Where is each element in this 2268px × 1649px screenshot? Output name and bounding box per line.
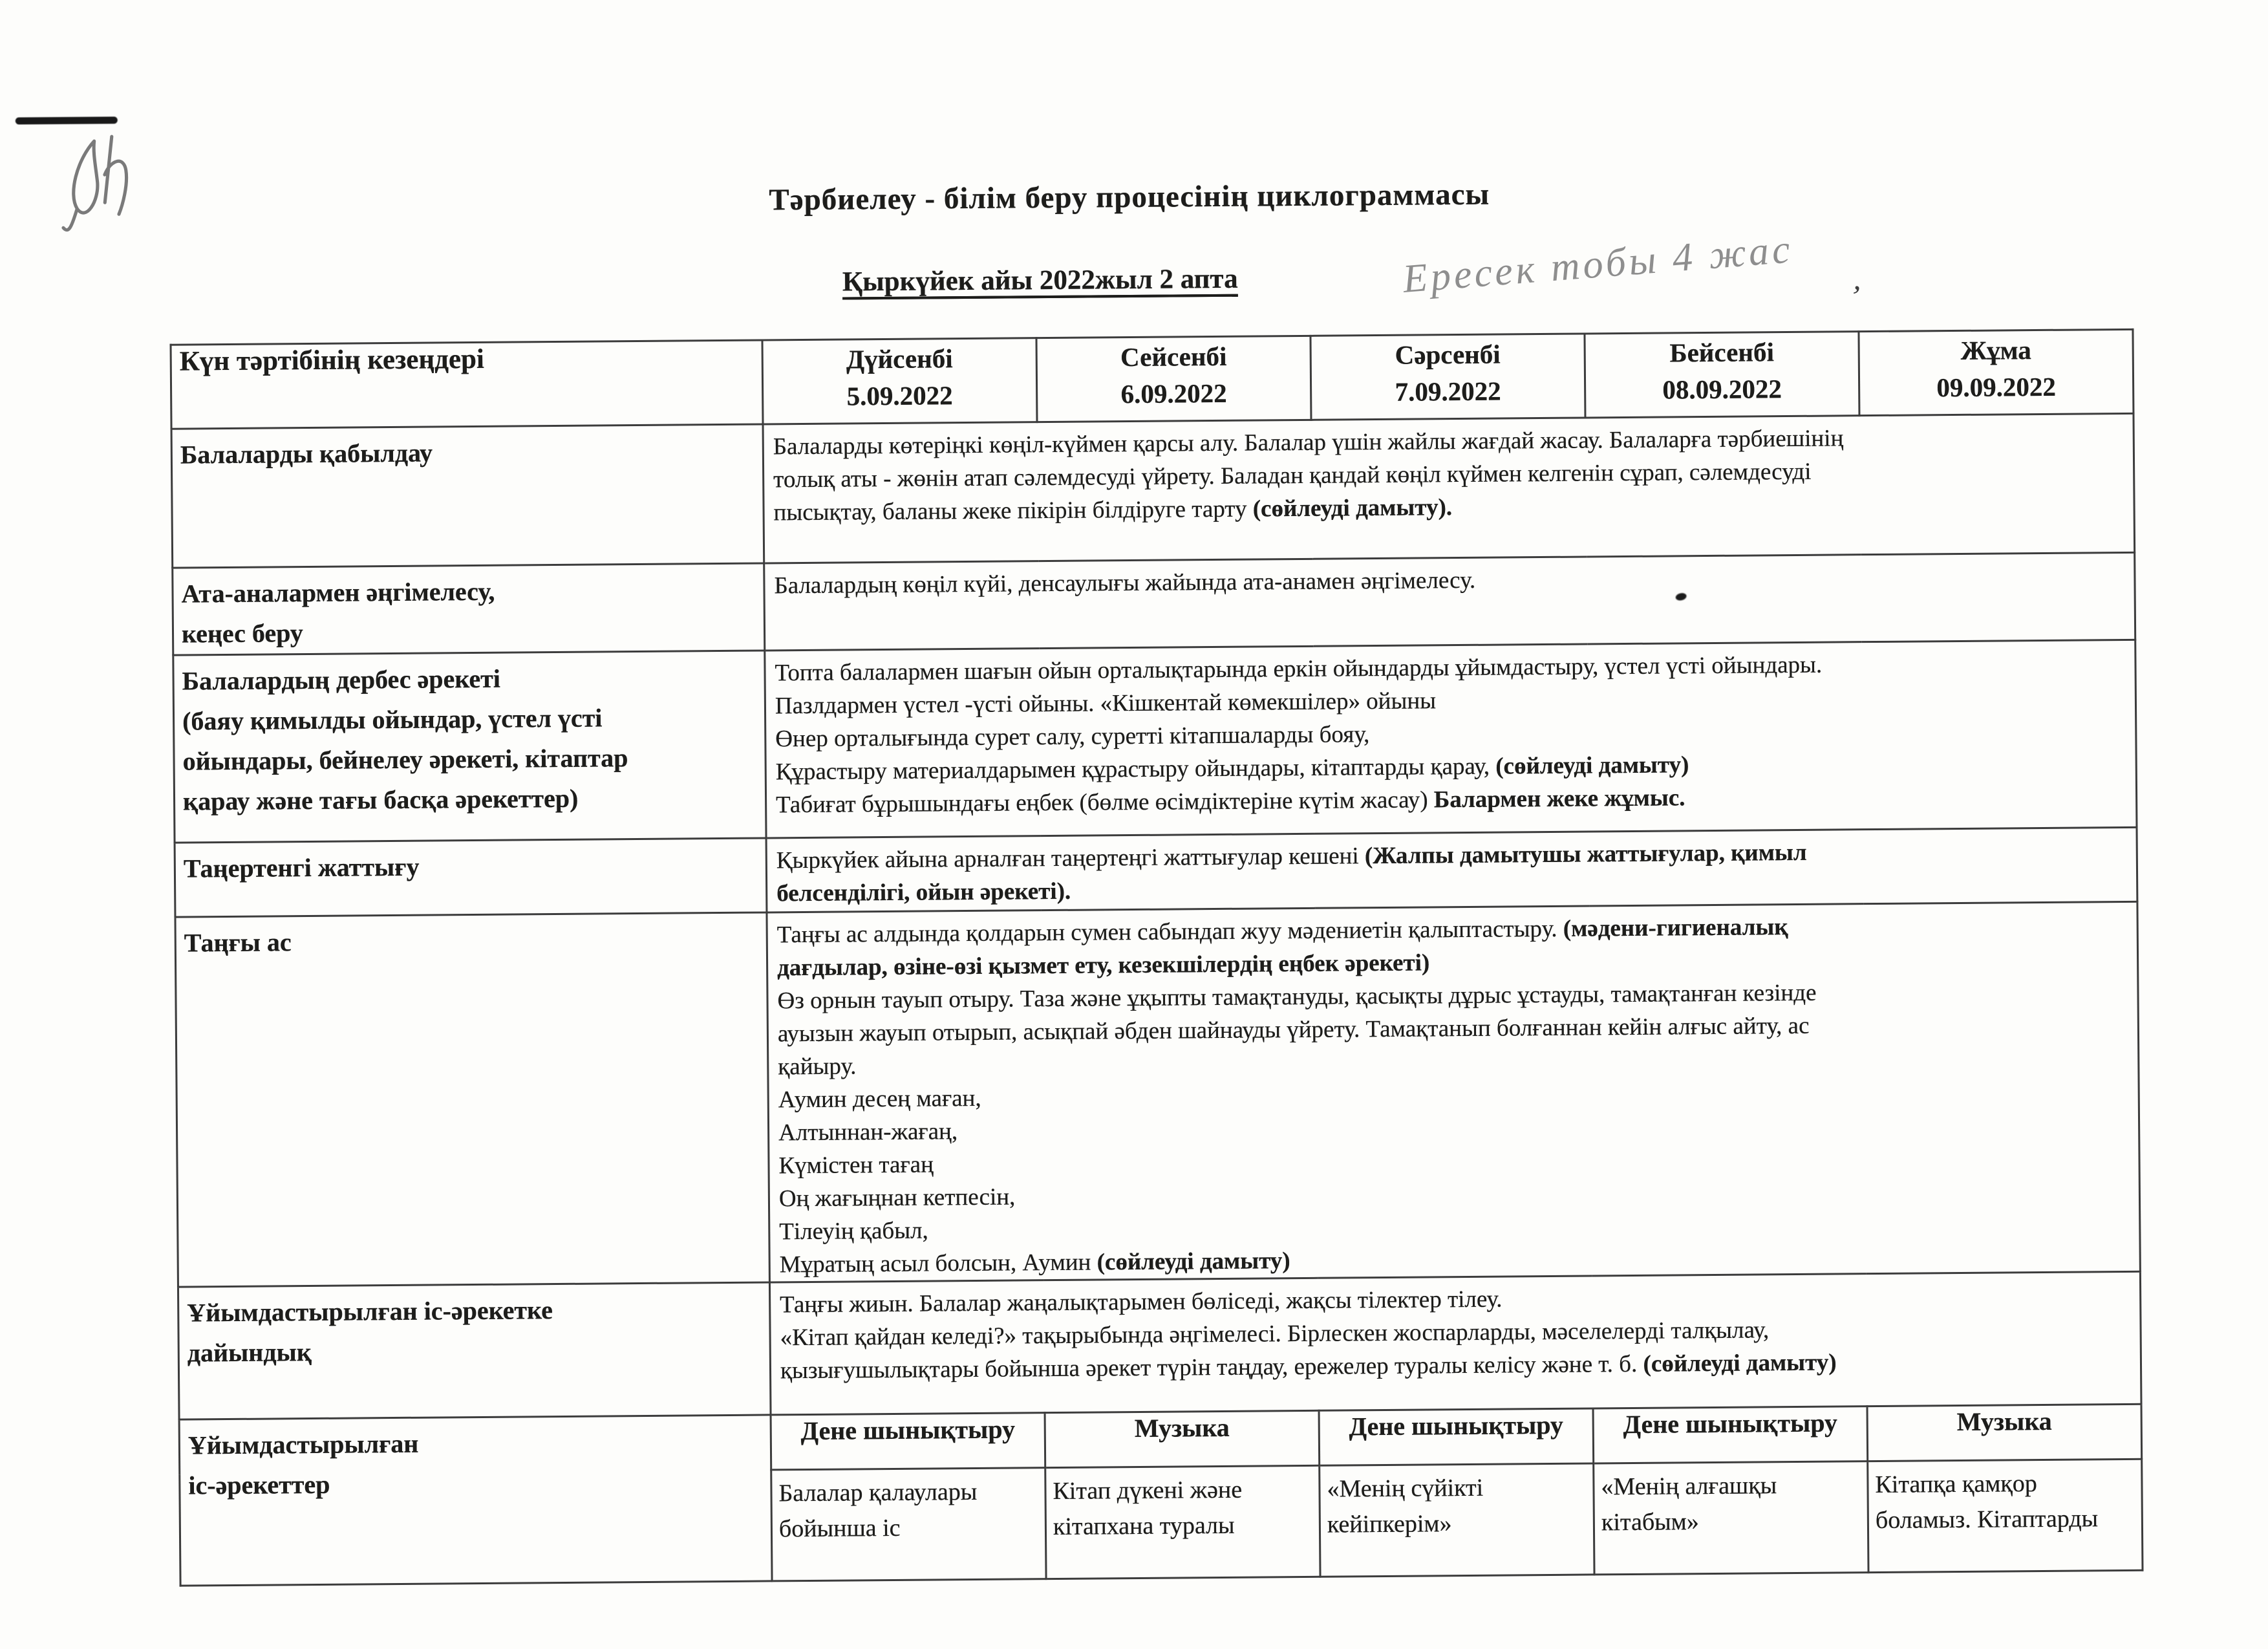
day-header-wednesday [1311,334,1585,420]
row-content-activity-preparation: Таңғы жиын. Балалар жаңалықтарымен бөліседі, жақсы тілектер тілеу. «Кітап қайдан келеді?» тақырыбында әңгімелесі. Бірлескен жоспарларды, мәселелерді талқылау, қызығушылықтары бойынша әрекет түрін таңдау, ережелер туралы келісу және т. б. (сөйлеуді дамыту) [769,1271,2141,1415]
row-label-breakfast: Таңғы ас [175,912,769,1287]
day-header-thursday [1585,332,1859,418]
row-content-morning-exercise: Қыркүйек айына арналған таңертеңгі жаттығулар кешені (Жалпы дамытушы жаттығулар, қимыл белсенділігі, ойын әрекеті). [766,827,2137,912]
row-content-reception: Балаларды көтеріңкі көңіл-күймен қарсы алу. Балалар үшін жайлы жағдай жасау. Балаларға тәрбиешінің толық аты - жөнін атап сәлемдесуді үйрету. Баладан қандай көңіл күймен келгенін сұрап, сәлемдесуді пысықтау, баланы жеке пікірін білдіруге тарту (сөйлеуді дамыту). [763,413,2135,563]
activity-content-monday: Балалар қалаулары бойынша іс [771,1468,1046,1581]
corner-header: Күн тәртібінің кезеңдері [171,340,763,429]
activity-content-friday: Кітапқа қамқор боламыз. Кітаптарды [1868,1459,2143,1572]
row-label-morning-exercise: Таңертенгі жаттығу [175,838,767,917]
activity-content-wednesday: «Менің сүйікті кейіпкерім» [1320,1463,1594,1577]
row-label-independent-activity: Балалардың дербес әрекеті (баяу қимылды ойындар, үстел үсті ойындары, бейнелеу әрекеті, кітаптар қарау және тағы басқа әрекеттер) [173,651,766,843]
row-content-parent-talks: Балалардың көңіл күйі, денсаулығы жайында ата-анамен әңгімелесу. [764,552,2135,651]
day-date: 5.09.2022 [846,380,953,411]
table-row-activity-preparation [178,1271,2141,1419]
handwritten-group-note: Ересек тобы 4 жас [1401,227,1795,301]
day-name: Сейсенбі [1120,341,1227,372]
day-date: 7.09.2022 [1395,376,1501,407]
table-row-parent-talks [173,552,2135,655]
day-name: Дүйсенбі [846,343,953,374]
pen-tick-artifact: ’ [1847,279,1864,315]
activity-type-friday: Музыка [1867,1404,2142,1461]
day-name: Жұма [1960,335,2031,365]
day-date: 08.09.2022 [1662,374,1782,405]
scan-artifact-line [16,116,118,124]
activity-type-thursday: Дене шынықтыру [1593,1406,1868,1463]
day-name: Бейсенбі [1669,337,1775,368]
table-header-row [171,329,2134,429]
row-label-reception: Балаларды қабылдау [171,424,764,568]
row-content-independent-activity: Топта балалармен шағын ойын орталықтарында еркін ойындарды ұйымдастыру, үстел үсті ойындары. Пазлдармен үстел -үсті ойыны. «Кішкентай көмекшілер» ойыны Өнер орталығында сурет салу, суретті кітапшаларды бояу, Құрастыру материалдарымен құрастыру ойындары, кітаптарды қарау, (сөйлеуді дамыту) Табиғат бұрышындағы еңбек (бөлме өсімдіктеріне күтім жасау) Балармен жеке жұмыс. [765,640,2137,838]
day-header-monday [762,338,1037,424]
row-label-activity-preparation: Ұйымдастырылған іс-әрекетке дайындық [178,1282,771,1419]
cyclogram-table [170,329,2144,1587]
row-label-parent-talks: Ата-аналармен әңгімелесу, кеңес беру [173,563,765,655]
page-subtitle: Қыркүйек айы 2022жыл 2 апта [842,263,1238,297]
day-header-tuesday [1036,336,1311,422]
row-label-organized-activities: Ұйымдастырылған іс-әрекеттер [179,1415,772,1586]
table-row-independent-activity [173,640,2137,843]
day-name: Сәрсенбі [1395,339,1501,370]
activity-type-wednesday: Дене шынықтыру [1319,1408,1594,1465]
day-date: 09.09.2022 [1936,371,2057,403]
row-content-breakfast: Таңғы ас алдында қолдарын сумен сабындап жуу мәдениетін қалыптастыру. (мәдени-гигиеналық дағдылар, өзіне-өзі қызмет ету, кезекшілердің еңбек әрекеті) Өз орнын тауып отыру. Таза және ұқыпты тамақтануды, қасықты дұрыс ұстауды, тамақтанған кезінде ауызын жауып отырып, асықпай әбден шайнауды үйрету. Тамақтанып болғаннан кейін алғыс айту, ас қайыру. Аумин десең маған, Алтыннан-жағаң, Күмістен тағаң Оң жағыңнан кетпесін, Тілеуің қабыл, Мұратың асыл болсын, Аумин (сөйлеуді дамыту) [767,901,2140,1282]
page-title: Тәрбиелеу - білім беру процесінің циклограммасы [769,177,1490,217]
activity-content-thursday: «Менің алғашқы кітабым» [1594,1461,1868,1575]
activity-content-tuesday: Кітап дүкені және кітапхана туралы [1045,1465,1320,1579]
day-header-friday [1859,329,2134,415]
table-row-breakfast [175,901,2140,1287]
table-row-reception [171,413,2135,568]
activity-type-tuesday: Музыка [1045,1410,1320,1467]
day-date: 6.09.2022 [1120,378,1227,409]
activity-type-monday: Дене шынықтыру [771,1413,1045,1470]
